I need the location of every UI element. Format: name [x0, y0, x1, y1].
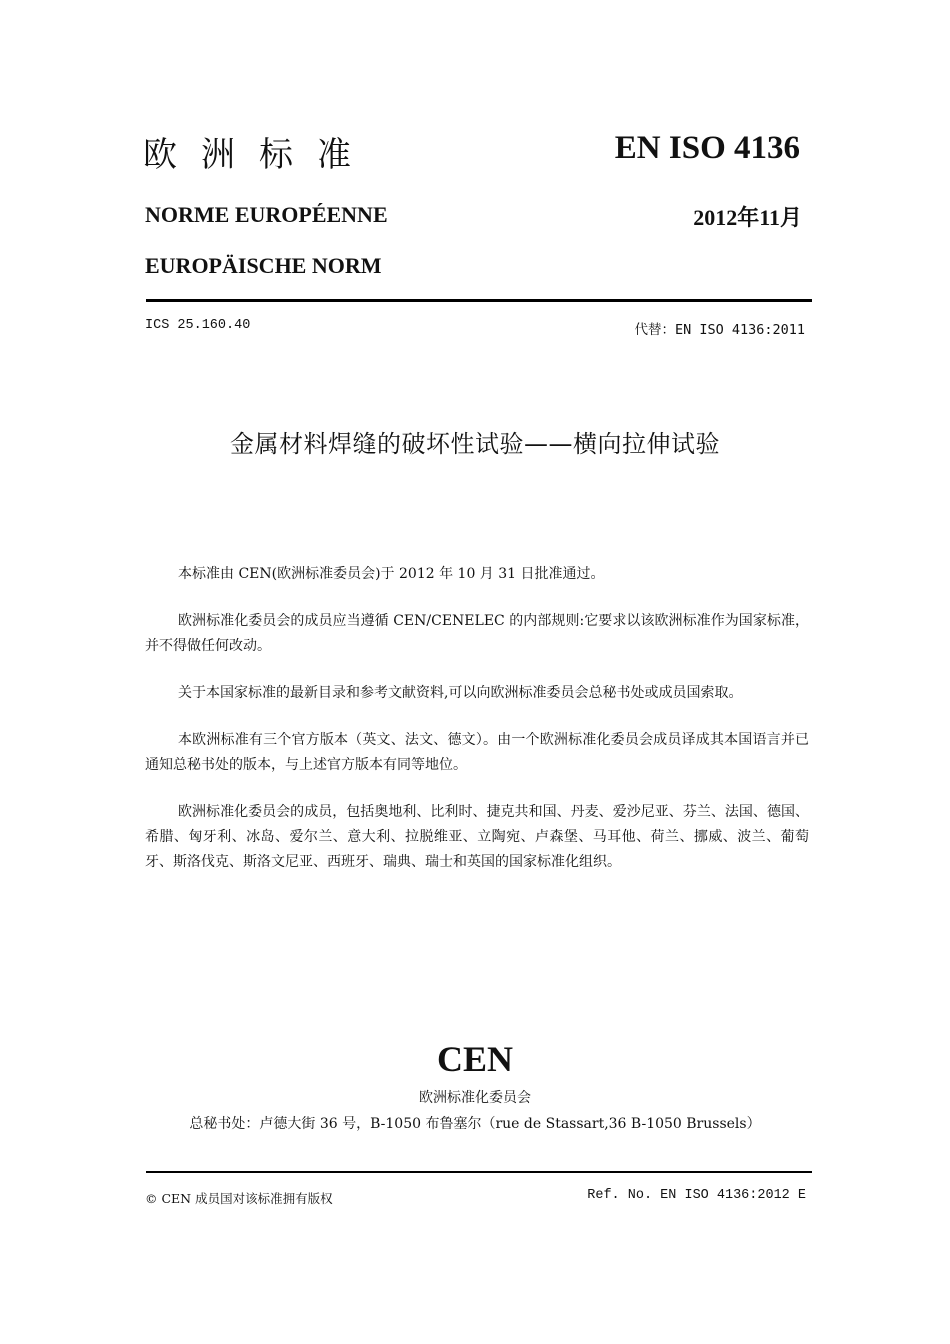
- standard-number: EN ISO 4136: [614, 130, 800, 166]
- copyright: © CEN 成员国对该标准拥有版权: [145, 1191, 333, 1206]
- org-address: 总秘书处：卢德大街 36 号，B-1050 布鲁塞尔（rue de Stassart,36 B-1050 Brussels）: [189, 1116, 761, 1132]
- cn-title: 欧洲标准: [143, 135, 375, 175]
- paragraph: 本标准由 CEN(欧洲标准委员会)于 2012 年 10 月 31 日批准通过。: [178, 566, 605, 582]
- supersedes: 代替：EN ISO 4136:2011: [634, 322, 805, 338]
- document-title: 金属材料焊缝的破坏性试验——横向拉伸试验: [230, 430, 720, 458]
- body-text: [145, 562, 809, 897]
- publication-date: 2012年11月: [693, 205, 802, 230]
- org-name: 欧洲标准化委员会: [419, 1090, 531, 1106]
- paragraph: 本欧洲标准有三个官方版本（英文、法文、德文）。由一个欧洲标准化委员会成员译成其本国语言并已通知总秘书处的版本，与上述官方版本有同等地位。: [145, 732, 809, 773]
- ics-code: ICS 25.160.40: [145, 318, 251, 333]
- top-divider: [146, 299, 812, 302]
- reference-number: Ref. No. EN ISO 4136:2012 E: [587, 1188, 806, 1203]
- paragraph: 关于本国家标准的最新目录和参考文献资料,可以向欧洲标准委员会总秘书处或成员国索取。: [178, 685, 743, 701]
- paragraph: 欧洲标准化委员会的成员应当遵循 CEN/CENELEC 的内部规则:它要求以该欧洲标准作为国家标准，并不得做任何改动。: [145, 613, 809, 654]
- paragraph: 欧洲标准化委员会的成员，包括奥地利、比利时、捷克共和国、丹麦、爱沙尼亚、芬兰、法国、德国、希腊、匈牙利、冰岛、爱尔兰、意大利、拉脱维亚、立陶宛、卢森堡、马耳他、荷兰、挪威、波兰、葡萄牙、斯洛伐克、斯洛文尼亚、西班牙、瑞典、瑞士和英国的国家标准化组织。: [145, 804, 809, 870]
- french-name: NORME EUROPÉENNE: [145, 202, 388, 227]
- bottom-divider: [146, 1171, 812, 1173]
- cen-logo: CEN: [436, 1039, 513, 1079]
- german-name: EUROPÄISCHE NORM: [145, 253, 382, 278]
